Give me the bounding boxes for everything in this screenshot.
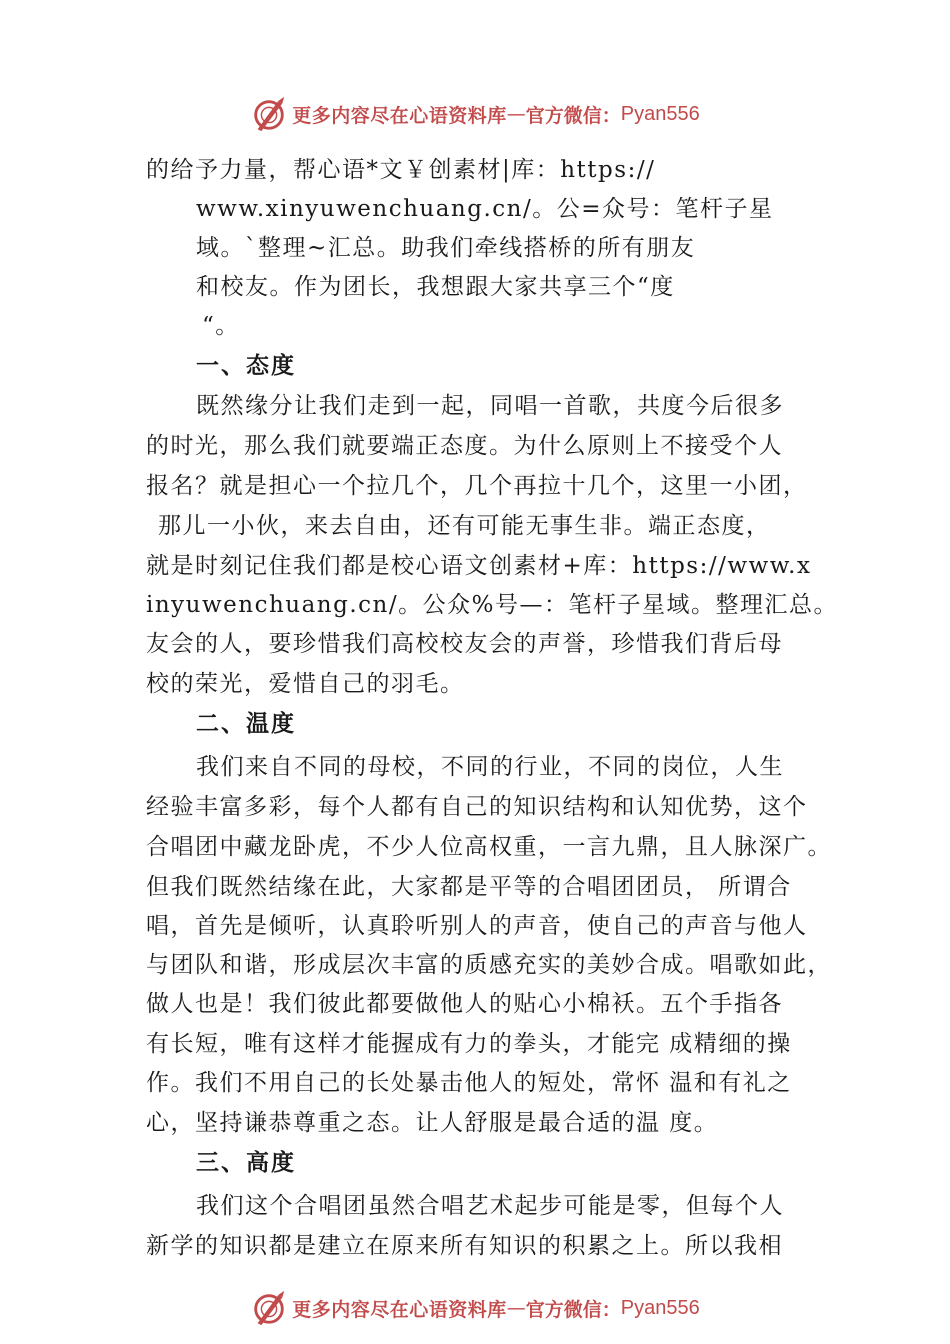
text-line: 既然缘分让我们走到一起，同唱一首歌，共度今后很多 [196,393,784,419]
text-line: 但我们既然结缘在此，大家都是平等的合唱团团员， 所谓合 [146,874,792,900]
text-line: 做人也是！我们彼此都要做他人的贴心小棉袄。五个手指各 [146,991,783,1017]
watermark-dash: — [506,103,526,125]
pen-seal-logo-icon [250,95,288,133]
text-line: 的给予力量，帮心语*文￥创素材|库：https:// [146,157,656,183]
section-heading: 三、高度 [196,1150,296,1176]
watermark-dash: — [506,1297,526,1319]
text-line: 的时光，那么我们就要端正态度。为什么原则上不接受个人 [146,433,783,459]
text-line: 就是时刻记住我们都是校心语文创素材+库：https://www.x [146,553,812,579]
text-line: 我们来自不同的母校，不同的行业，不同的岗位，人生 [196,754,784,780]
watermark-wechat-label: 官方微信： [525,1298,621,1321]
text-line: 友会的人，要珍惜我们高校校友会的声誉，珍惜我们背后母 [146,631,783,657]
text-line: 经验丰富多彩，每个人都有自己的知识结构和认知优势，这个 [146,794,808,820]
text-line: 校的荣光，爱惜自己的羽毛。 [146,671,465,697]
text-line: www.xinyuwenchuang.cn/。公=众号：笔杆子星 [196,196,774,222]
watermark-wechat-id: Pyan556 [620,1296,700,1319]
section-heading: 一、态度 [196,353,296,379]
watermark-wechat-label: 官方微信： [525,104,621,127]
watermark-wechat-id: Pyan556 [620,102,700,125]
text-line: 域。`整理~汇总。助我们牵线搭桥的所有朋友 [196,235,696,261]
text-line: “。 [202,313,240,339]
pen-seal-logo-icon [250,1289,288,1327]
text-line: 唱，首先是倾听，认真聆听别人的声音，使自己的声音与他人 [146,913,808,939]
text-line: 有长短，唯有这样才能握成有力的拳头，才能完 成精细的操 [146,1031,792,1057]
text-line: 心，坚持谦恭尊重之态。让人舒服是最合适的温 度。 [146,1110,719,1136]
text-line: 合唱团中藏龙卧虎，不少人位高权重，一言九鼎，且人脉深广。 [146,834,832,860]
watermark-header [0,94,950,134]
watermark-main-text: 更多内容尽在心语资料库 [292,1298,507,1321]
text-line: inyuwenchuang.cn/。公众%号—：笔杆子星域。整理汇总。 [146,592,838,618]
text-line: 我们这个合唱团虽然合唱艺术起步可能是零，但每个人 [196,1193,784,1219]
text-line: 和校友。作为团长，我想跟大家共享三个“度 [196,274,675,300]
text-line: 报名？就是担心一个拉几个，几个再拉十几个，这里一小团， [146,473,808,499]
watermark-footer [0,1288,950,1328]
text-line: 作。我们不用自己的长处暴击他人的短处，常怀 温和有礼之 [146,1070,792,1096]
text-line: 与团队和谐，形成层次丰富的质感充实的美妙合成。唱歌如此， [146,952,832,978]
watermark-main-text: 更多内容尽在心语资料库 [292,104,507,127]
text-line: 那儿一小伙，来去自由，还有可能无事生非。端正态度， [158,513,771,539]
text-line: 新学的知识都是建立在原来所有知识的积累之上。所以我相 [146,1233,783,1259]
section-heading: 二、温度 [196,711,296,737]
